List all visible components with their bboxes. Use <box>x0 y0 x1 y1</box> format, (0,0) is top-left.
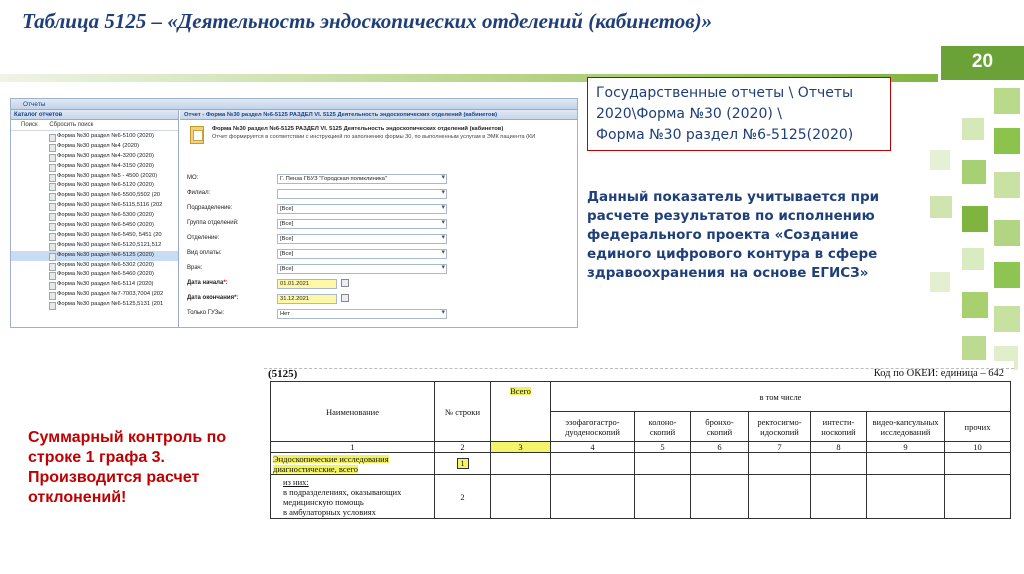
form-table <box>270 381 1011 519</box>
subheader-cell: колоно-скопий <box>635 412 691 442</box>
subheader-cell: ректосигмо-идоскопий <box>749 412 811 442</box>
federal-project-note: Данный показатель учитывается при расчете результатов по исполнению федерального проекта «Создание единого цифрового контура в сфере здравоохранения на основе ЕГИСЗ» <box>587 189 880 281</box>
data-cell <box>811 475 867 519</box>
field-label: Отделение: <box>187 235 220 241</box>
reset-search-button[interactable]: Сбросить поиск <box>49 122 94 128</box>
filial-select[interactable] <box>277 189 447 199</box>
department-group-select[interactable]: [Все] ▾ <box>277 219 447 229</box>
row-no-text: 1 <box>457 458 469 469</box>
col-number: 10 <box>945 442 1011 453</box>
document-icon <box>190 126 204 144</box>
required-mark: *: <box>234 295 239 301</box>
deco-square <box>962 160 986 184</box>
date-end-input[interactable]: 31.12.2021 <box>277 294 337 304</box>
form-info <box>180 120 577 158</box>
data-cell <box>691 453 749 475</box>
doctor-select[interactable]: [Все] ▾ <box>277 264 447 274</box>
data-cell <box>551 475 635 519</box>
report-form-panel <box>180 110 577 327</box>
report-path-line: 2020\Форма №30 (2020) \ <box>596 106 782 122</box>
field-date-start <box>187 279 577 289</box>
table-row <box>271 453 1011 475</box>
deco-square <box>930 196 952 218</box>
subheader-cell: интести-носкопий <box>811 412 867 442</box>
field-payment-type <box>187 249 577 259</box>
deco-square <box>962 336 986 360</box>
deco-square <box>994 88 1020 114</box>
tree-item[interactable]: Форма №30 раздел №6-5125,5131 (201 <box>11 300 178 310</box>
tree-item[interactable]: Форма №30 раздел №6-5302 (2020) <box>11 261 178 271</box>
department-select[interactable]: [Все] ▾ <box>277 234 447 244</box>
deco-square <box>994 128 1020 154</box>
summary-control-note: Суммарный контроль по строке 1 графа 3. Производится расчет отклонений! <box>28 429 227 506</box>
data-cell <box>635 475 691 519</box>
row-no <box>435 453 491 475</box>
row-name-line: в амбулаторных условиях <box>283 506 376 517</box>
field-department-group <box>187 219 577 229</box>
tree-item[interactable]: Форма №30 раздел №6-5120,5121,512 <box>11 241 178 251</box>
form-code: (5125) <box>268 368 298 380</box>
header-including: в том числе <box>551 382 1011 412</box>
deco-square <box>994 172 1020 198</box>
data-cell <box>867 453 945 475</box>
col-number: 9 <box>867 442 945 453</box>
row-name <box>271 475 435 519</box>
deco-square <box>962 118 984 140</box>
tree-item[interactable]: Форма №30 раздел №5 - 4500 (2020) <box>11 172 178 182</box>
okei-code: Код по ОКЕИ: единица – 642 <box>873 368 1004 379</box>
row-no: 2 <box>435 475 491 519</box>
deco-square <box>962 292 988 318</box>
form-info-text: Отчет формируется в соответствии с инструкцией по заполнению формы 30, по выполненным услугам в ЭМК пациента (КИ <box>212 134 536 140</box>
header-total-text: Всего <box>510 386 531 396</box>
field-label: Филиал: <box>187 190 211 196</box>
tree-item[interactable]: Форма №30 раздел №6-5450 (2020) <box>11 221 178 231</box>
required-mark: *: <box>223 280 228 286</box>
field-label: Подразделение: <box>187 205 233 211</box>
header-total <box>491 382 551 442</box>
tree-item[interactable]: Форма №30 раздел №6-5114 (2020) <box>11 280 178 290</box>
col-number: 3 <box>491 442 551 453</box>
calendar-icon[interactable] <box>341 279 349 287</box>
app-window-titlebar: Отчеты <box>11 99 577 110</box>
data-cell <box>635 453 691 475</box>
table-row <box>271 475 1011 519</box>
field-subdivision <box>187 204 577 214</box>
report-path-line: Форма №30 раздел №6-5125(2020) <box>596 127 854 143</box>
field-label: Только ГУЗы: <box>187 310 225 316</box>
col-number: 2 <box>435 442 491 453</box>
payment-type-select[interactable]: [Все] ▾ <box>277 249 447 259</box>
deco-square <box>994 262 1020 288</box>
catalog-panel <box>11 110 179 327</box>
catalog-header: Каталог отчетов <box>11 110 178 120</box>
subheader-cell: эзофагогастро-дуоденоскопий <box>551 412 635 442</box>
field-label: Вид оплаты: <box>187 250 222 256</box>
deco-square <box>930 272 950 292</box>
data-cell <box>945 475 1011 519</box>
field-label <box>187 295 238 301</box>
tree-item[interactable]: Форма №30 раздел №7-7003,7004 (202 <box>11 290 178 300</box>
data-cell <box>491 453 551 475</box>
search-button[interactable]: Поиск <box>21 122 38 128</box>
data-cell <box>945 453 1011 475</box>
col-number: 6 <box>691 442 749 453</box>
slide-title: Таблица 5125 – «Деятельность эндоскопических отделений (кабинетов)» <box>22 9 713 33</box>
form-panel-title: Отчет - Форма №30 раздел №6-5125 РАЗДЕЛ VI. 5125 Деятельность эндоскопических отделений (кабинетов) <box>180 110 577 120</box>
tree-item[interactable]: Форма №30 раздел №6-5125 (2020) <box>11 251 178 261</box>
subheader-cell: прочих <box>945 412 1011 442</box>
field-label: Врач: <box>187 265 203 271</box>
page-number-badge: 20 <box>938 46 1024 80</box>
col-number: 1 <box>271 442 435 453</box>
col-number: 4 <box>551 442 635 453</box>
tree-item[interactable]: Форма №30 раздел №6-5100 (2020) <box>11 132 178 142</box>
deco-square <box>994 220 1020 246</box>
report-tree <box>11 131 178 310</box>
tree-item[interactable]: Форма №30 раздел №6-5460 (2020) <box>11 270 178 280</box>
tree-item[interactable]: Форма №30 раздел №4-3150 (2020) <box>11 162 178 172</box>
subheader-cell: видео-капсульных исследований <box>867 412 945 442</box>
data-cell <box>867 475 945 519</box>
col-number: 8 <box>811 442 867 453</box>
field-department <box>187 234 577 244</box>
header-row-no: № строки <box>435 382 491 442</box>
date-start-label: Дата начала <box>187 280 224 286</box>
tree-item[interactable]: Форма №30 раздел №6-5500,5502 (20 <box>11 191 178 201</box>
field-filial <box>187 189 577 199</box>
field-only-gbuz <box>187 309 577 319</box>
tree-item[interactable]: Форма №30 раздел №6-5115,5116 (202 <box>11 201 178 211</box>
col-number: 5 <box>635 442 691 453</box>
data-cell <box>749 475 811 519</box>
tree-item[interactable]: Форма №30 раздел №4-3200 (2020) <box>11 152 178 162</box>
field-label: МО: <box>187 175 199 181</box>
subheader-cell: бронхо-скопий <box>691 412 749 442</box>
row-name <box>271 453 435 475</box>
subdivision-select[interactable]: [Все] ▾ <box>277 204 447 214</box>
tree-item[interactable]: Форма №30 раздел №6-5450, 5451 (20 <box>11 231 178 241</box>
data-cell <box>749 453 811 475</box>
tree-item[interactable]: Форма №30 раздел №6-5300 (2020) <box>11 211 178 221</box>
data-cell <box>691 475 749 519</box>
form-5125-table-scan <box>264 361 1014 524</box>
date-end-label: Дата окончания <box>187 295 235 301</box>
data-cell <box>551 453 635 475</box>
field-date-end <box>187 294 577 304</box>
catalog-toolbar <box>11 120 178 131</box>
report-app-screenshot <box>10 98 578 328</box>
form-info-title: Форма №30 раздел №6-5125 РАЗДЕЛ VI. 5125 Деятельность эндоскопических отделений (кабинетов) <box>212 126 504 132</box>
report-path-box <box>587 77 891 151</box>
col-number: 7 <box>749 442 811 453</box>
row-name-text: Эндоскопические исследования диагностические, всего <box>273 453 389 474</box>
mo-select[interactable]: Г. Пенза ГБУЗ "Городская поликлиника" ▾ <box>277 174 447 184</box>
header-name: Наименование <box>271 382 435 442</box>
data-cell <box>811 453 867 475</box>
field-doctor <box>187 264 577 274</box>
deco-square <box>962 206 988 232</box>
deco-square <box>994 306 1020 332</box>
row-name-line: из них: <box>283 476 309 487</box>
calendar-icon[interactable] <box>341 294 349 302</box>
date-start-input[interactable]: 01.01.2021 <box>277 279 337 289</box>
tree-item[interactable]: Форма №30 раздел №4 (2020) <box>11 142 178 152</box>
field-mo <box>187 174 577 184</box>
deco-square <box>930 150 950 170</box>
report-path-line: Государственные отчеты \ Отчеты <box>596 85 854 101</box>
field-label <box>187 280 228 286</box>
data-cell <box>491 475 551 519</box>
field-label: Группа отделений: <box>187 220 239 226</box>
only-gbuz-select[interactable]: Нет ▾ <box>277 309 447 319</box>
deco-square <box>962 248 984 270</box>
tree-item[interactable]: Форма №30 раздел №6-5120 (2020) <box>11 181 178 191</box>
row-name-line: в подразделениях, оказывающих медицинскую помощь <box>283 486 402 507</box>
